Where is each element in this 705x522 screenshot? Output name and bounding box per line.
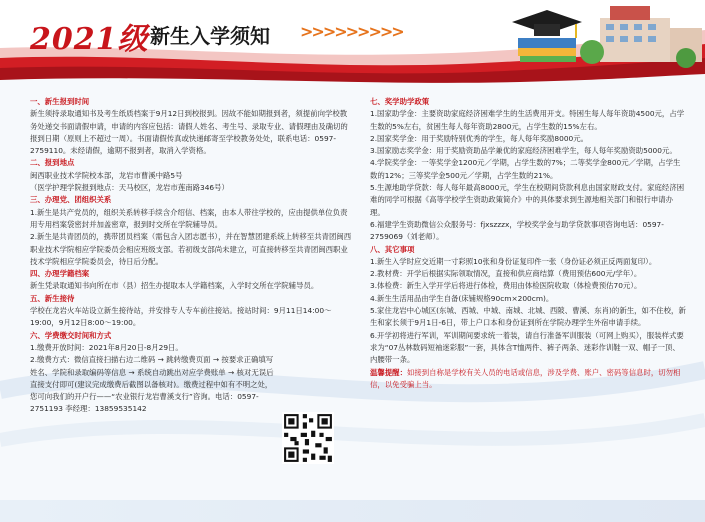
student-records-text: 新生凭录取通知书向所在市（县）招生办提取本人学籍档案，入学时交所在学院辅导员。 — [30, 281, 319, 291]
tuition-time-text: 1.缴费开放时间：2021年8月20日-8月29日。 — [30, 342, 183, 352]
section-title-scholarships: 七、奖学助学政策 — [370, 97, 430, 106]
other-item-offcampus: 5.家住龙岩中心城区(东城、西城、中城、南城、北城、西陂、曹溪、东肖)的新生，如不住校，新生和家长须于9月1日-6日，带上户口本和身份证到所在学院办理学生外宿申请手续。 — [370, 306, 686, 328]
scholarship-item-encouragement: 3.国家励志奖学金：用于奖励资助品学兼优的家庭经济困难学生，每人每年奖励资助5000元。 — [370, 146, 677, 156]
section-title-student-records: 四、办理学籍档案 — [30, 269, 90, 279]
party-member-text: 1.新生是共产党员的，组织关系转移手续含介绍信、档案，由本人带往学校的，应由提供单位负责用专用档案袋密封并加盖密章，报到时交所在学院辅导员。 — [30, 207, 348, 229]
scholarship-item-college: 4.学院奖学金：一等奖学金1200元／学期，占学生数的7%；二等奖学金800元／学期，占学生数的12%；三等奖学金500元／学期，占学生数的21%。 — [370, 158, 681, 180]
other-item-supplies: 4.新生生活用品由学生自备(床铺规格90cm×200cm)。 — [370, 293, 554, 303]
warm-reminder-label: 温馨提醒： — [370, 367, 407, 377]
title-year: 2021级 — [30, 22, 149, 57]
section-title-reception: 五、新生接待 — [30, 293, 75, 303]
warm-reminder — [370, 367, 686, 392]
page-title: 新生入学须知 — [150, 24, 270, 48]
campus-building-icon — [580, 2, 705, 72]
left-column — [30, 96, 352, 416]
section-title-party-league: 三、办理党、团组织关系 — [30, 195, 112, 205]
other-item-military-training: 6.开学初将进行军训，军训期间要求统一着装，请自行准备军训服装（可网上购买），服装样式要求为“07丛林数码短袖迷彩服”一套，具体含T恤两件、裤子两条、迷彩作训鞋一双、帽子一顶、内腰带一条。 — [370, 330, 684, 365]
section-title-other: 八、其它事项 — [370, 244, 415, 254]
location-medical-campus: （医学护理学院报到地点：天马校区，龙岩市莲南路346号） — [30, 183, 229, 193]
section-title-location: 二、报到地点 — [30, 158, 75, 168]
section-body-registration-time: 新生须持录取通知书及考生纸质档案于9月12日到校报到。因故不能如期报到者，须提前向学校教务处递交书面请假申请，申请的内容应包括：请假人姓名、考生号、录取专业、请假理由及确切的报到日期（原则上不超过一周）。书面请假传真或快递邮寄至学校教务处处，联系电话：0597-2759110。未经请假，逾期不报到者，取消入学资格。 — [30, 109, 348, 156]
league-member-text: 2.新生是共青团员的，携带团员档案（需包含入团志愿书），并在智慧团建系统上转移至共青团闽西职业技术学院相应学院委员会相应班级支部。若初级支部尚未建立，可直接转移至共青团闽西职业技术学院相应学院委员会，待日后分配。 — [30, 232, 352, 266]
right-column — [370, 96, 686, 391]
scholarship-item-national-scholarship: 2.国家奖学金：用于奖励特别优秀的学生，每人每年奖励8000元。 — [370, 133, 589, 143]
scholarship-item-wechat-service: 6.福建学生资助微信公众服务号：fjxszzzx，学校奖学金与助学贷款事项咨询电话：0597-2759069（刘老师）。 — [370, 219, 664, 242]
decorative-arrows: >>>>>>>>> — [300, 22, 403, 41]
reception-text: 学校在龙岩火车站设立新生接待站，并安排专人专车前往接站。接站时间：9月11日14:00～19:00，9月12日8:00～19:00。 — [30, 306, 332, 328]
scholarship-item-national-grant: 1.国家助学金：主要资助家庭经济困难学生的生活费用开支。特困生每人每年资助4500元，占学生数的5%左右，贫困生每人每年资助2800元，占学生数的15%左右。 — [370, 109, 685, 131]
other-item-textbooks: 2.教材费：开学后根据实际领取情况，直接和供应商结算（费用预估600元/学年）。 — [370, 269, 642, 279]
bottom-band — [0, 500, 705, 522]
other-item-medical: 3.体检费：新生入学开学后将进行体检，费用由体检医院收取（体检费预估70元）。 — [370, 281, 642, 291]
graduation-cap-icon — [510, 4, 590, 64]
section-title-tuition: 六、学费缴交时间和方式 — [30, 330, 112, 340]
qr-code-icon[interactable] — [282, 412, 334, 464]
warm-reminder-text: 如接到自称是学校有关人员的电话或信息，涉及学费、账户、密码等信息时，切勿相信，以免受骗上当。 — [370, 367, 681, 389]
other-item-photos: 1.新生入学时应交近期一寸彩照10张和身份证复印件一张（身份证必须正反两面复印）。 — [370, 256, 657, 266]
tuition-method-text: 2.缴费方式：微信直接扫描右边二维码 → 跳转缴费页面 → 按要求正确填写姓名、学院和录取编码等信息 → 系统自动跳出对应学费账单 → 核对无误后直接支付即可(建议完成缴费后截图以备核对)。缴费过程中如有不明之处，您可向我们的开户行——“农业银行龙岩曹溪支行”咨询。电话：0597-2751193 李经理：13859535142 — [30, 355, 274, 414]
scholarship-item-student-loan: 5.生源地助学贷款：每人每年最高8000元，学生在校期间贷款利息由国家财政支付。家庭经济困难的同学可根据《高等学校学生资助政策简介》中的具体要求到生源地相关部门和银行申请办理。 — [370, 183, 685, 217]
location-main-campus: 闽西职业技术学院校本部，龙岩市曹溪中路5号 — [30, 170, 183, 180]
section-title-registration-time: 一、新生报到时间 — [30, 97, 90, 106]
header-banner — [0, 0, 705, 90]
